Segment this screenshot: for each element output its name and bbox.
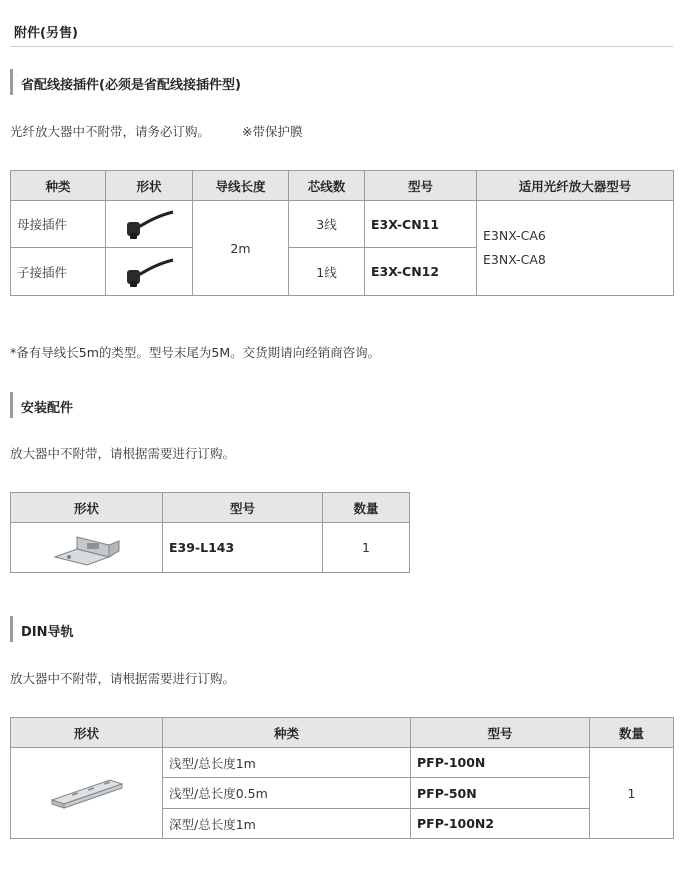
column-header: 型号 [163,493,323,523]
section-heading-connector [10,69,676,95]
section-heading-label: 安装配件 [21,401,74,416]
din-table [10,717,674,839]
column-header: 形状 [106,171,193,201]
column-header: 形状 [11,493,163,523]
section-heading-mount [10,392,676,418]
wire-length: 2m [193,201,289,296]
model-number: PFP-100N [411,748,590,778]
column-header: 种类 [11,171,106,201]
column-header: 导线长度 [193,171,289,201]
applicable-model: E3NX-CA8 [483,252,546,267]
table-header-row [11,171,674,201]
applicable-amplifiers [477,201,674,296]
table-header-row [11,493,410,523]
column-header: 种类 [163,718,411,748]
model-number: E39-L143 [163,523,323,573]
connector-footnote: *备有导线长5m的类型。型号末尾为5M。交货期请向经销商咨询。 [10,345,381,360]
mount-table [10,492,410,573]
title-divider [10,46,673,47]
core-count: 1线 [289,248,365,296]
mount-note: 放大器中不附带，请根据需要进行订购。 [10,446,236,461]
model-number: E3X-CN11 [365,201,477,248]
din-rail-image [11,748,163,839]
cable-connector-image [106,248,193,296]
column-header: 芯线数 [289,171,365,201]
table-row [11,201,674,248]
core-count: 3线 [289,201,365,248]
rail-type: 浅型/总长度1m [163,748,411,778]
section-heading-label: DIN导轨 [21,625,74,640]
din-note: 放大器中不附带，请根据需要进行订购。 [10,671,236,686]
connector-type: 子接插件 [11,248,106,296]
column-header: 型号 [411,718,590,748]
quantity: 1 [590,748,674,839]
quantity: 1 [323,523,410,573]
column-header: 形状 [11,718,163,748]
connector-note: 光纤放大器中不附带，请务必订购。 ※带保护膜 [10,124,303,139]
applicable-model: E3NX-CA6 [483,228,546,243]
table-header-row [11,718,674,748]
model-number: PFP-50N [411,778,590,809]
column-header: 数量 [323,493,410,523]
table-row [11,523,410,573]
rail-type: 深型/总长度1m [163,809,411,839]
model-number: E3X-CN12 [365,248,477,296]
model-number: PFP-100N2 [411,809,590,839]
connector-note-extra: ※带保护膜 [242,124,303,139]
rail-type: 浅型/总长度0.5m [163,778,411,809]
table-row [11,748,674,778]
section-heading-label: 省配线接插件(必须是省配线接插件型) [21,78,241,93]
section-heading-din [10,616,676,642]
connector-table [10,170,674,296]
page-title: 附件(另售) [14,26,78,41]
cable-connector-image [106,201,193,248]
column-header: 适用光纤放大器型号 [477,171,674,201]
connector-type: 母接插件 [11,201,106,248]
column-header: 型号 [365,171,477,201]
column-header: 数量 [590,718,674,748]
mounting-bracket-image [11,523,163,573]
